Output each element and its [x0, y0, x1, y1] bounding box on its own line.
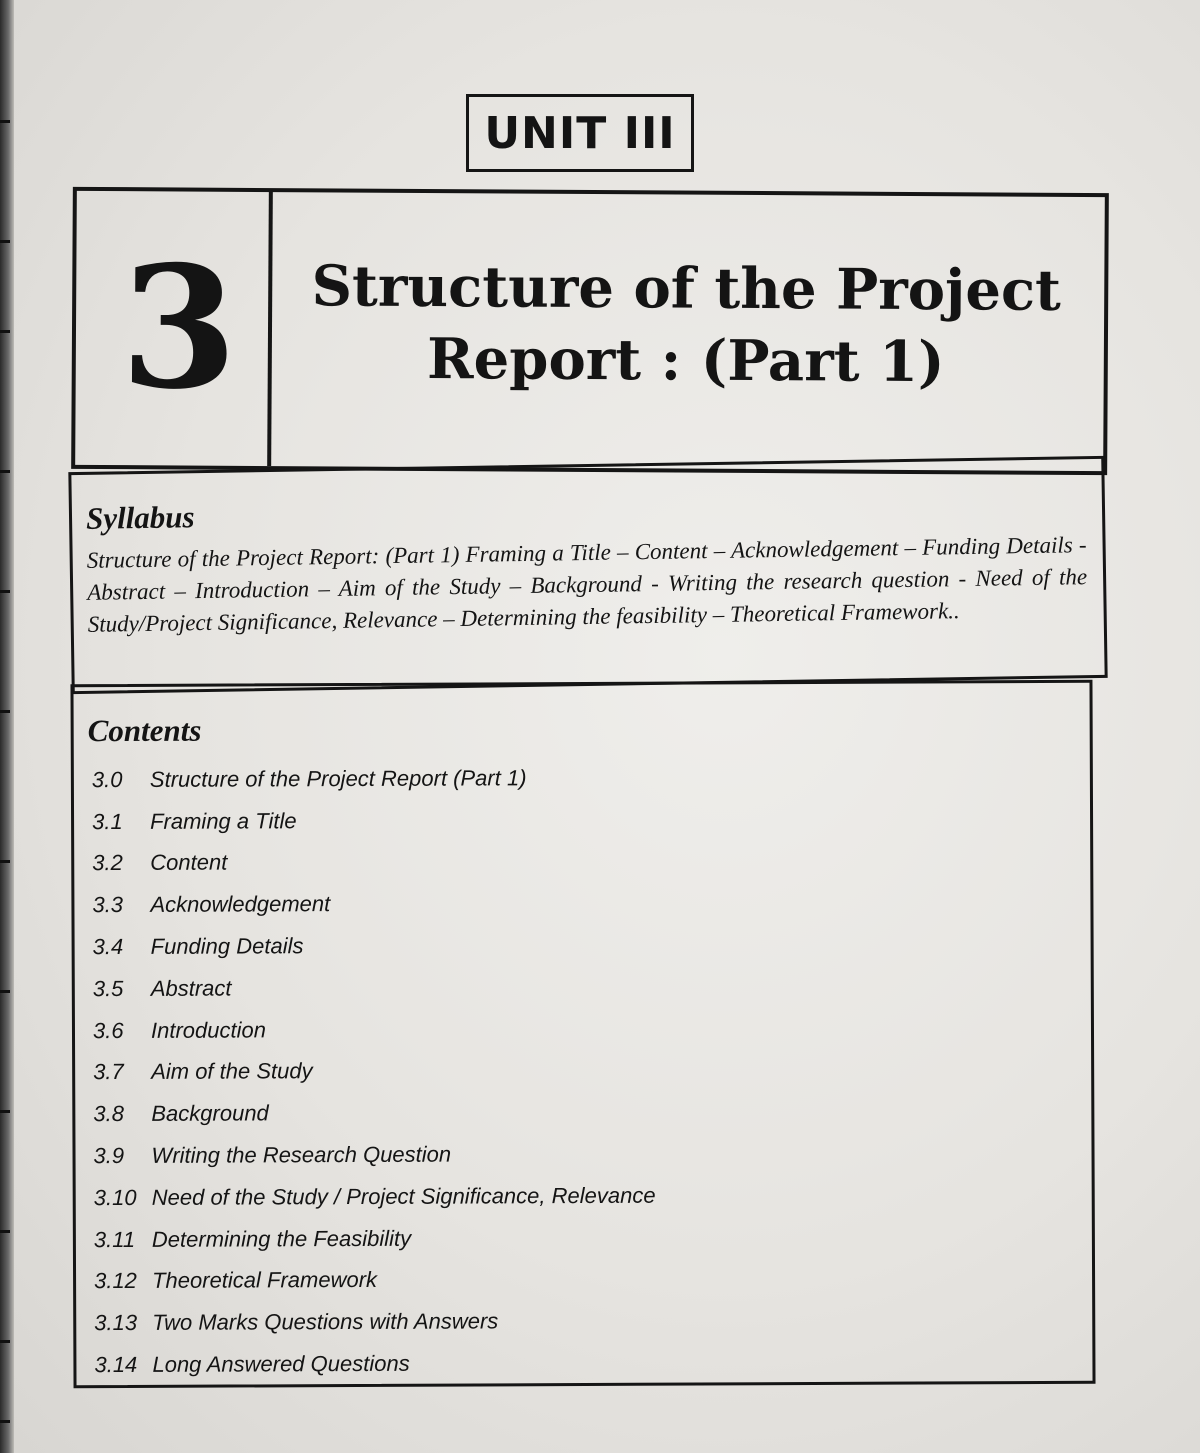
unit-label: UNIT III	[466, 94, 694, 172]
contents-item-number: 3.7	[93, 1059, 124, 1085]
contents-item-number: 3.4	[92, 934, 124, 960]
contents-item-label: Structure of the Project Report (Part 1)	[149, 765, 527, 792]
contents-item-number: 3.10	[93, 1184, 137, 1210]
contents-item	[94, 1298, 1074, 1344]
contents-item	[92, 755, 1072, 801]
contents-item	[94, 1173, 1074, 1219]
contents-item	[93, 922, 1073, 968]
contents-item-label: Acknowledgement	[150, 891, 331, 918]
contents-item-label: Need of the Study / Project Significance, Relevance	[151, 1182, 656, 1210]
chapter-header	[71, 187, 1109, 475]
contents-item-label: Introduction	[150, 1017, 267, 1043]
syllabus-heading: Syllabus	[85, 499, 195, 536]
contents-heading: Contents	[87, 712, 202, 749]
contents-item	[93, 1006, 1073, 1052]
contents-item	[92, 838, 1072, 884]
syllabus-section	[68, 456, 1107, 694]
contents-list	[92, 755, 1075, 1386]
contents-item	[93, 964, 1073, 1010]
chapter-divider	[267, 192, 273, 466]
contents-item-label: Abstract	[150, 975, 232, 1001]
contents-item-number: 3.12	[94, 1268, 137, 1294]
contents-item	[92, 880, 1072, 926]
contents-item-label: Framing a Title	[150, 807, 297, 834]
contents-item-number: 3.14	[94, 1351, 138, 1378]
contents-item-number: 3.1	[92, 808, 123, 834]
contents-item	[93, 1047, 1073, 1093]
contents-item-number: 3.0	[91, 766, 123, 793]
contents-item-number: 3.6	[92, 1017, 124, 1043]
contents-item-label: Two Marks Questions with Answers	[152, 1308, 499, 1336]
contents-section	[70, 680, 1095, 1388]
contents-item-number: 3.13	[94, 1310, 138, 1336]
contents-item-label: Long Answered Questions	[152, 1350, 410, 1377]
contents-item-number: 3.2	[92, 850, 123, 876]
chapter-number: 3	[119, 228, 239, 427]
contents-item	[94, 1340, 1074, 1386]
contents-item	[93, 1131, 1073, 1177]
contents-item	[94, 1215, 1074, 1261]
syllabus-text: Structure of the Project Report: (Part 1) Framing a Title – Content – Acknowledgement – Funding Details -Abstract – Introduction – Aim of the Study – Background - Writing the research question - Need of the Study/Project Significance, Relevance – Determining the feasibility – Theoretical Framework..	[86, 532, 1088, 637]
chapter-title-line-2: Report : (Part 1)	[426, 326, 945, 396]
contents-item	[94, 1256, 1074, 1302]
contents-item-label: Writing the Research Question	[151, 1141, 452, 1168]
contents-item-number: 3.11	[93, 1226, 136, 1252]
chapter-title-line-1: Structure of the Project	[311, 253, 1062, 324]
contents-item-number: 3.3	[92, 892, 124, 918]
chapter-title	[286, 250, 1087, 399]
contents-item-label: Content	[150, 850, 228, 876]
contents-item-label: Aim of the Study	[151, 1058, 313, 1085]
contents-item-label: Theoretical Framework	[152, 1267, 378, 1294]
contents-item-number: 3.9	[93, 1143, 125, 1169]
contents-item-number: 3.5	[92, 975, 124, 1002]
binding-marks	[0, 0, 14, 1453]
book-page	[14, 0, 1200, 1453]
contents-item-number: 3.8	[93, 1101, 124, 1127]
contents-item-label: Background	[151, 1100, 269, 1127]
contents-item	[93, 1089, 1073, 1135]
contents-item	[92, 797, 1072, 843]
contents-item-label: Determining the Feasibility	[151, 1225, 412, 1252]
contents-item-label: Funding Details	[150, 933, 304, 959]
